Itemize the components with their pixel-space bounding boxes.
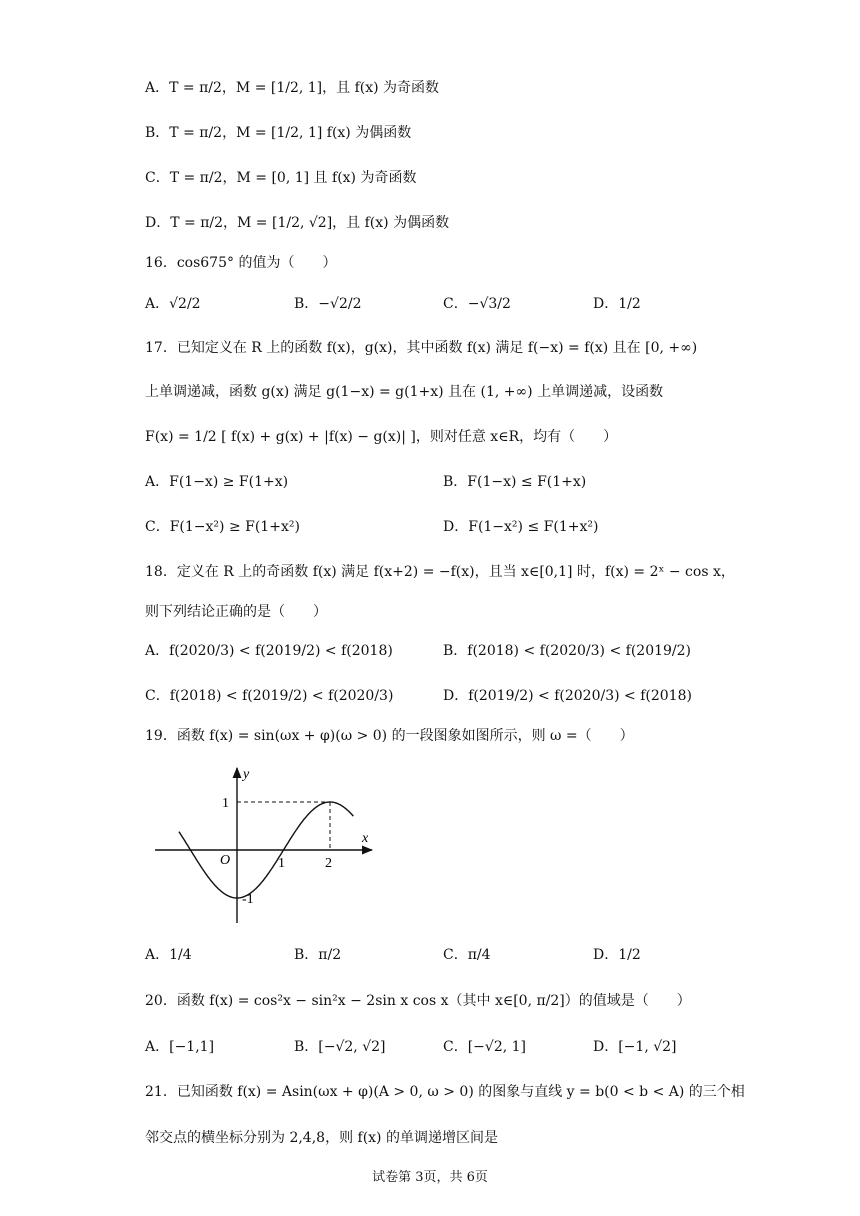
q18-stem-line1: 18．定义在 R 上的奇函数 f(x) 满足 f(x+2) = −f(x)，且当 x∈[0,1] 时，f(x) = 2ˣ − cos x， — [145, 564, 735, 580]
origin-label: O — [220, 853, 231, 868]
q18-stem-line2: 则下列结论正确的是（ ） — [145, 604, 327, 620]
q16-option-c: C．−√3/2 — [443, 296, 511, 312]
q15-option-a: A．T = π/2，M = [1/2, 1]，且 f(x) 为奇函数 — [145, 80, 440, 96]
q19-stem: 19．函数 f(x) = sin(ωx + φ)(ω > 0) 的一段图象如图所示，则 ω =（ ） — [145, 728, 634, 744]
q18-option-c: C．f(2018) < f(2019/2) < f(2020/3) — [145, 688, 394, 704]
q16-stem: 16．cos675° 的值为（ ） — [145, 255, 337, 271]
q20-option-c: C．[−√2, 1] — [443, 1039, 527, 1055]
y-tick-1: 1 — [222, 796, 229, 811]
q20-option-b: B．[−√2, √2] — [294, 1039, 386, 1055]
q17-stem-line1: 17．已知定义在 R 上的函数 f(x)，g(x)，其中函数 f(x) 满足 f(−x) = f(x) 且在 [0, +∞) — [145, 340, 698, 356]
q18-option-b: B．f(2018) < f(2020/3) < f(2019/2) — [443, 643, 692, 659]
y-tick-neg-1: -1 — [242, 892, 254, 907]
q16-option-d: D．1/2 — [593, 296, 641, 312]
q17-option-d: D．F(1−x²) ≤ F(1+x²) — [443, 519, 599, 535]
q18-option-a: A．f(2020/3) < f(2019/2) < f(2018) — [145, 643, 393, 659]
q15-option-c: C．T = π/2，M = [0, 1] 且 f(x) 为奇函数 — [145, 170, 417, 186]
q21-stem-line1: 21．已知函数 f(x) = Asin(ωx + φ)(A > 0, ω > 0) 的图象与直线 y = b(0 < b < A) 的三个相 — [145, 1084, 745, 1100]
q18-option-d: D．f(2019/2) < f(2020/3) < f(2018) — [443, 688, 692, 704]
y-axis-label: y — [243, 767, 250, 782]
x-axis-label: x — [362, 831, 369, 846]
q19-option-a: A．1/4 — [145, 947, 192, 963]
q20-option-a: A．[−1,1] — [145, 1039, 215, 1055]
x-tick-1: 1 — [278, 856, 285, 871]
q16-option-b: B．−√2/2 — [294, 296, 362, 312]
q19-option-c: C．π/4 — [443, 947, 491, 963]
x-tick-2: 2 — [325, 856, 332, 871]
q15-option-d: D．T = π/2，M = [1/2, √2]，且 f(x) 为偶函数 — [145, 215, 450, 231]
q21-stem-line2: 邻交点的横坐标分别为 2,4,8，则 f(x) 的单调递增区间是 — [145, 1130, 498, 1146]
q19-option-d: D．1/2 — [593, 947, 641, 963]
q17-option-b: B．F(1−x) ≤ F(1+x) — [443, 474, 587, 490]
sine-graph — [150, 760, 390, 925]
q20-stem: 20．函数 f(x) = cos²x − sin²x − 2sin x cos x（其中 x∈[0, π/2]）的值域是（ ） — [145, 993, 691, 1009]
q15-option-b: B．T = π/2，M = [1/2, 1] f(x) 为偶函数 — [145, 125, 412, 141]
q16-option-a: A．√2/2 — [145, 296, 201, 312]
q19-option-b: B．π/2 — [294, 947, 342, 963]
q17-stem-line3: F(x) = 1/2 [ f(x) + g(x) + |f(x) − g(x)| ]，则对任意 x∈R，均有（ ） — [145, 429, 618, 445]
q20-option-d: D．[−1, √2] — [593, 1039, 677, 1055]
q17-option-c: C．F(1−x²) ≥ F(1+x²) — [145, 519, 300, 535]
q17-option-a: A．F(1−x) ≥ F(1+x) — [145, 474, 289, 490]
page-footer: 试卷第 3页，共 6页 — [372, 1170, 488, 1185]
q17-stem-line2: 上单调递减，函数 g(x) 满足 g(1−x) = g(1+x) 且在 (1, +∞) 上单调递减，设函数 — [145, 384, 664, 400]
